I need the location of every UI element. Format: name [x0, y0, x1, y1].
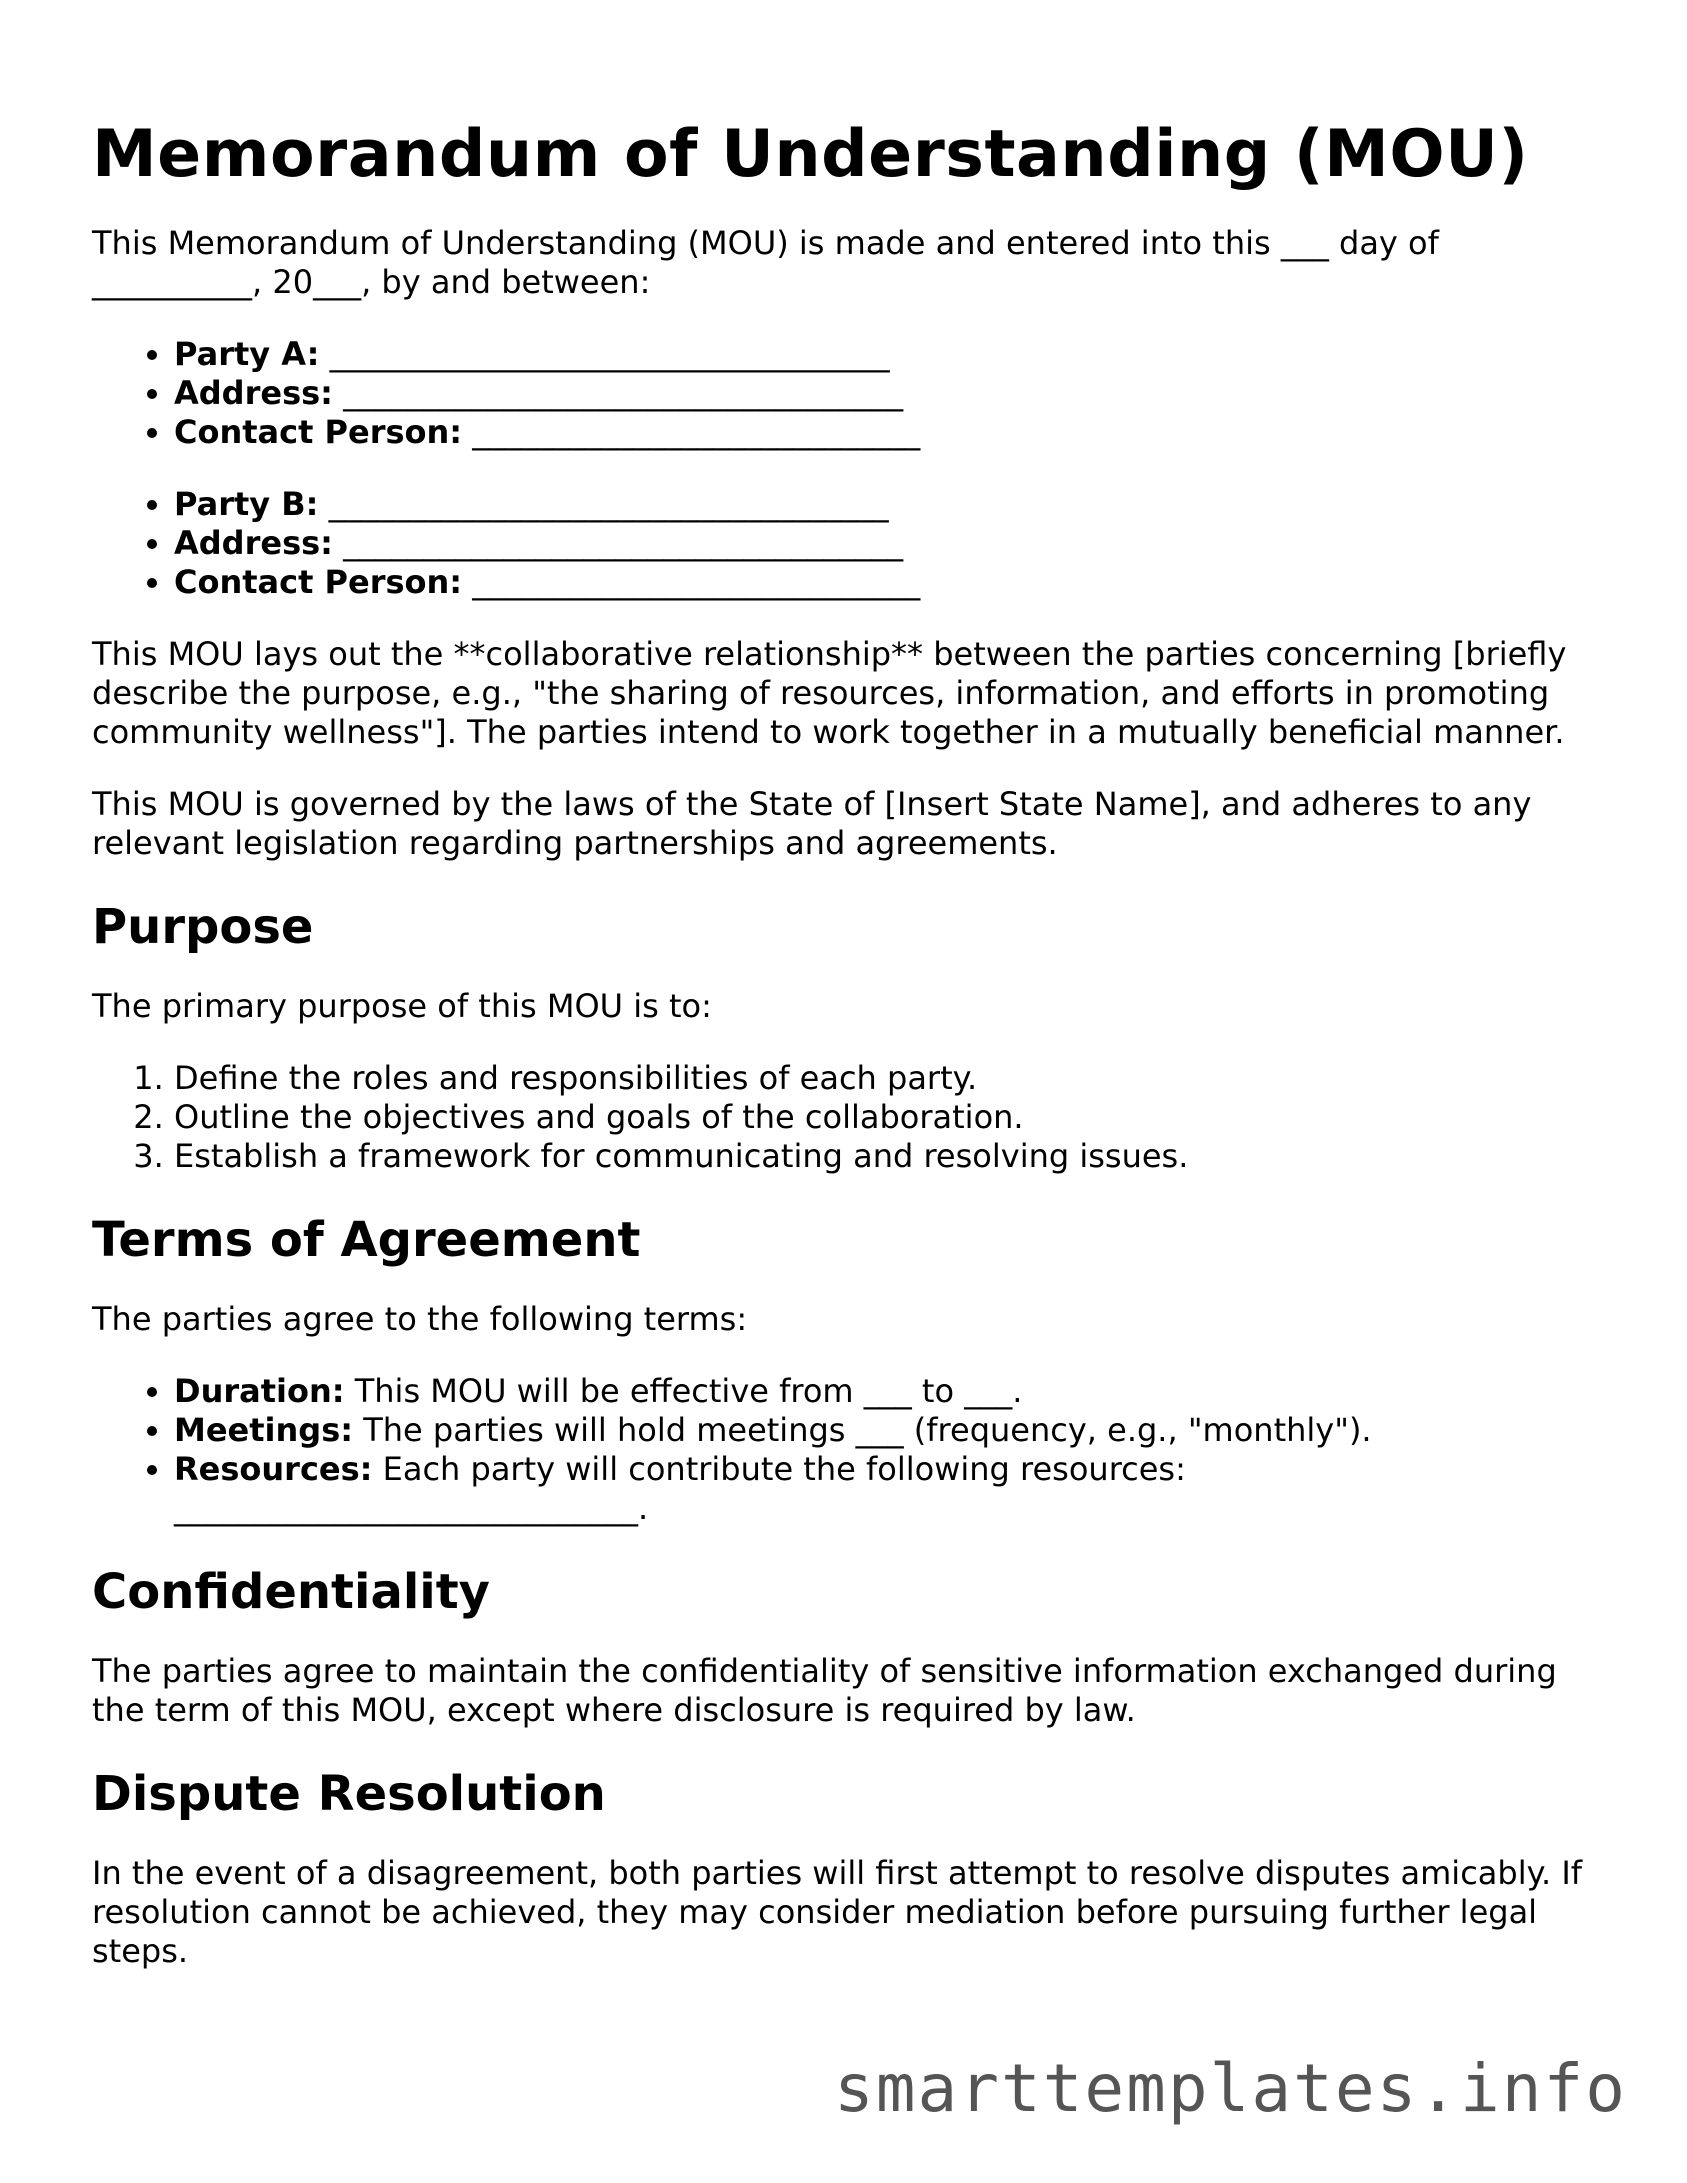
relationship-paragraph: This MOU lays out the **collaborative relationship** between the parties concerning [briefly describe the purpose, e.g., "the sharing of resources, information, and efforts in promoting community wellness"]. The parties intend to work together in a mutually beneficial manner.: [92, 635, 1567, 751]
purpose-item: 2. Outline the objectives and goals of the collaboration.: [174, 1098, 1602, 1137]
terms-heading: Terms of Agreement: [92, 1212, 641, 1268]
field-label: Contact Person:: [174, 563, 463, 601]
term-text: Each party will contribute the following resources: _____________________________.: [174, 1450, 1186, 1527]
confidentiality-heading: Confidentiality: [92, 1564, 490, 1620]
party-a-contact: [174, 413, 1602, 452]
watermark-text: smarttemplates.info: [834, 2050, 1627, 2127]
document-page: [92, 112, 1602, 2004]
term-label: Resources:: [174, 1450, 373, 1488]
dispute-heading: Dispute Resolution: [92, 1766, 606, 1822]
governing-law-paragraph: This MOU is governed by the laws of the State of [Insert State Name], and adheres to any relevant legislation regarding partnerships and agreements.: [92, 785, 1532, 862]
blank-line: ___________________________________: [318, 485, 889, 523]
blank-line: ____________________________: [462, 563, 921, 601]
dispute-paragraph: In the event of a disagreement, both parties will first attempt to resolve disputes amicably. If resolution cannot be achieved, they may consider mediation before pursuing further legal steps.: [92, 1854, 1583, 1970]
party-b-name: [174, 485, 1602, 524]
term-text: This MOU will be effective from ___ to ___.: [344, 1372, 1023, 1410]
terms-list: [92, 1372, 1602, 1528]
field-label: Party B:: [174, 485, 319, 523]
purpose-item: 1. Define the roles and responsibilities of each party.: [174, 1059, 1602, 1098]
field-label: Contact Person:: [174, 413, 463, 451]
term-resources: [174, 1450, 1602, 1528]
confidentiality-paragraph: The parties agree to maintain the confidentiality of sensitive information exchanged during the term of this MOU, except where disclosure is required by law.: [92, 1652, 1557, 1729]
party-b-address: [174, 524, 1602, 563]
blank-line: ___________________________________: [332, 524, 904, 562]
term-duration: [174, 1372, 1602, 1411]
party-a-list: [92, 335, 1602, 452]
term-text: The parties will hold meetings ___ (frequency, e.g., "monthly").: [353, 1411, 1372, 1449]
field-label: Party A:: [174, 335, 320, 373]
field-label: Address:: [174, 524, 333, 562]
party-a-name: [174, 335, 1602, 374]
field-label: Address:: [174, 374, 333, 412]
intro-paragraph: This Memorandum of Understanding (MOU) is made and entered into this ___ day of __________, 20___, by and between:: [92, 224, 1439, 301]
blank-line: ____________________________: [462, 413, 921, 451]
term-label: Meetings:: [174, 1411, 354, 1449]
party-b-list: [92, 485, 1602, 602]
term-label: Duration:: [174, 1372, 345, 1410]
party-a-address: [174, 374, 1602, 413]
blank-line: ___________________________________: [319, 335, 890, 373]
purpose-list: [92, 1059, 1602, 1176]
blank-line: ___________________________________: [332, 374, 904, 412]
term-meetings: [174, 1411, 1602, 1450]
document-title: Memorandum of Understanding (MOU): [92, 117, 1529, 192]
terms-intro: The parties agree to the following terms:: [92, 1300, 748, 1338]
purpose-item: 3. Establish a framework for communicating and resolving issues.: [174, 1137, 1602, 1176]
party-b-contact: [174, 563, 1602, 602]
purpose-intro: The primary purpose of this MOU is to:: [92, 987, 712, 1025]
purpose-heading: Purpose: [92, 899, 314, 955]
